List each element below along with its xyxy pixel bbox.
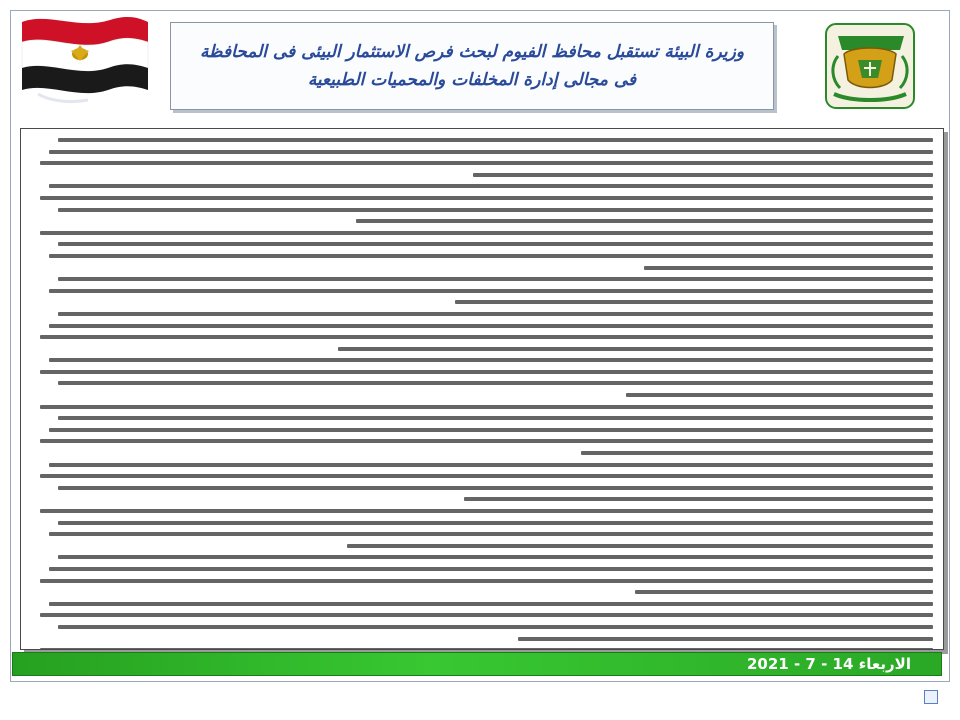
body-text-line xyxy=(40,509,933,513)
publish-date: الاربعاء 14 - 7 - 2021 xyxy=(747,655,911,673)
article-body xyxy=(20,128,944,650)
body-text-line xyxy=(58,625,933,629)
body-text-line xyxy=(644,266,933,270)
body-text-line xyxy=(58,416,933,420)
body-text-line xyxy=(40,231,933,235)
headline-box xyxy=(170,22,774,110)
egypt-flag-icon xyxy=(18,8,152,110)
body-text-line xyxy=(40,439,933,443)
body-text-line xyxy=(49,184,933,188)
body-text-line xyxy=(40,370,933,374)
body-text-line xyxy=(49,428,933,432)
body-text-line xyxy=(49,289,933,293)
body-text-line xyxy=(40,161,933,165)
body-text-line xyxy=(455,300,933,304)
body-text-line xyxy=(40,648,933,650)
body-text-line xyxy=(40,613,933,617)
body-text-line xyxy=(49,567,933,571)
body-text-line xyxy=(49,358,933,362)
body-text-line xyxy=(40,335,933,339)
body-text-line xyxy=(49,150,933,154)
body-text-line xyxy=(581,451,933,455)
headline-title: وزيرة البيئة تستقبل محافظ الفيوم لبحث فرص الاستثمار البيئى فى المحافظة فى مجالى إدارة المخلفات والمحميات الطبيعية xyxy=(199,42,745,90)
body-text-line xyxy=(40,579,933,583)
body-text-line xyxy=(40,474,933,478)
body-text-line xyxy=(626,393,933,397)
body-text-line xyxy=(58,555,933,559)
body-text-line xyxy=(58,277,933,281)
body-text-line xyxy=(49,532,933,536)
body-text-line xyxy=(40,405,933,409)
body-text-line xyxy=(464,497,933,501)
body-text-line xyxy=(40,196,933,200)
corner-mark xyxy=(924,690,938,704)
body-text-line xyxy=(635,590,933,594)
body-text-line xyxy=(347,544,933,548)
body-text-line xyxy=(58,521,933,525)
body-text-line xyxy=(58,312,933,316)
body-text-line xyxy=(49,602,933,606)
body-text-line xyxy=(473,173,933,177)
body-text-line xyxy=(338,347,933,351)
body-text-line xyxy=(356,219,933,223)
body-text-line xyxy=(49,463,933,467)
fayoum-governorate-emblem-icon xyxy=(808,20,932,112)
body-text-line xyxy=(58,208,933,212)
body-text-line xyxy=(49,254,933,258)
body-text-line xyxy=(58,138,933,142)
body-text-line xyxy=(58,242,933,246)
body-text-line xyxy=(49,324,933,328)
body-text-line xyxy=(58,381,933,385)
body-text-line xyxy=(58,486,933,490)
date-bar xyxy=(12,652,942,676)
body-text-line xyxy=(518,637,933,641)
